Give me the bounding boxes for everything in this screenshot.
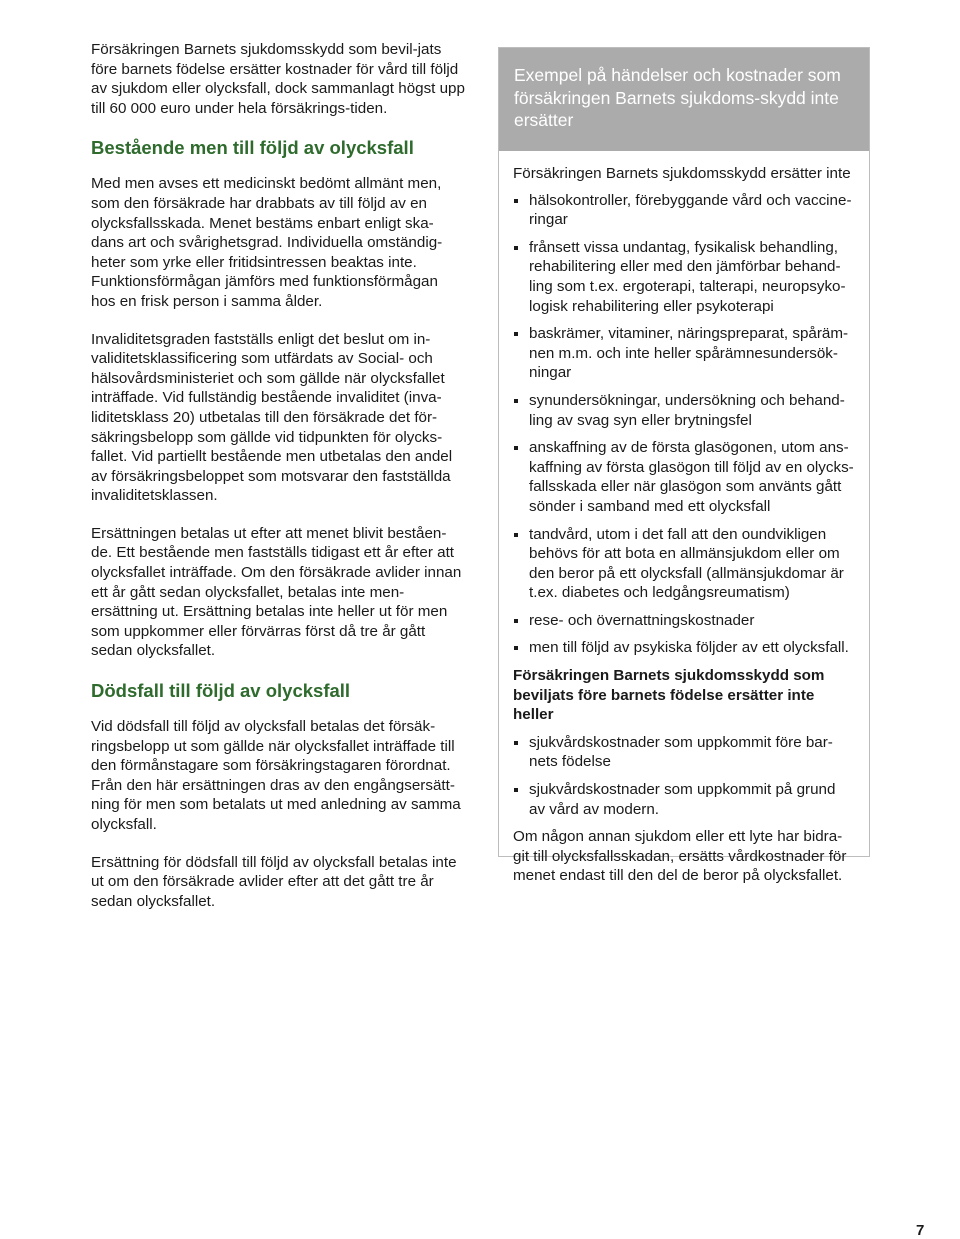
death-paragraph-1: Vid dödsfall till följd av olycksfall betalas det försäk-ringsbelopp ut som gällde när olycksfallet inträffade till den förmånstagare som försäkringstagaren förordnat. Från den här ersättningen dras av den engångsersätt-ning för men som betalats ut med anledning av samma olycksfall. bbox=[91, 718, 461, 833]
permanent-injury-paragraph-3: Ersättningen betalas ut efter att menet blivit beståen-de. Ett bestående men fastställs tidigast ett år efter att olycksfallet inträffade. Om den försäkrade avlider innan ett år gått sedan olycksfallet, betalas inte men-ersättning ut. Ersättning betalas inte heller ut för men som uppkommer eller förvärras först då tre år gått sedan olycksfallet. bbox=[91, 524, 462, 660]
page-number: 7 bbox=[916, 1222, 925, 1239]
death-paragraph-2: Ersättning för dödsfall till följd av olycksfall betalas inte ut om den försäkrade avlider efter att det gått tre år sedan olycksfallet. bbox=[91, 853, 457, 910]
section-title-death: Dödsfall till följd av olycksfall bbox=[91, 680, 351, 702]
sidebar-title: Exempel på händelser och kostnader som försäkringen Barnets sjukdoms-skydd inte ersätter bbox=[499, 48, 869, 151]
list-item: men till följd av psykiska följder av ett olycksfall. bbox=[513, 638, 855, 658]
sidebar-subheading: Försäkringen Barnets sjukdomsskydd som beviljats före barnets födelse ersätter inte heller bbox=[513, 667, 825, 724]
list-item: hälsokontroller, förebyggande vård och vaccine-ringar bbox=[513, 191, 855, 230]
list-item: sjukvårdskostnader som uppkommit före bar-nets födelse bbox=[513, 733, 855, 772]
sidebar-body bbox=[499, 151, 869, 886]
intro-paragraph: Försäkringen Barnets sjukdomsskydd som bevil-jats före barnets födelse ersätter kostnader för vård till följd av sjukdom eller olycksfall, dock sammanlagt högst upp till 60 000 euro under hela försäkrings-tiden. bbox=[91, 41, 465, 117]
list-item: synundersökningar, undersökning och behand-ling av svag syn eller brytningsfel bbox=[513, 391, 855, 430]
list-item: anskaffning av de första glasögonen, utom ans-kaffning av första glasögon till följd av en olycks-fallsskada eller när glasögon som använts gått sönder i samband med ett olycksfall bbox=[513, 438, 855, 516]
list-item: sjukvårdskostnader som uppkommit på grund av vård av modern. bbox=[513, 780, 855, 819]
sidebar-intro: Försäkringen Barnets sjukdomsskydd ersätter inte bbox=[513, 165, 851, 182]
exclusions-sidebar bbox=[498, 47, 870, 885]
list-item: frånsett vissa undantag, fysikalisk behandling, rehabilitering eller med den jämförbar behand-ling som t.ex. ergoterapi, talterapi, neuropsyko-logisk rehabilitering eller psykoterapi bbox=[513, 238, 855, 316]
main-text-column bbox=[91, 40, 466, 929]
list-item: tandvård, utom i det fall att den oundvikligen behövs för att bota en allmänsjukdom eller om den beror på ett olycksfall (allmänsjukdomar är t.ex. diabetes och ledgångsreumatism) bbox=[513, 525, 855, 603]
list-item: rese- och övernattningskostnader bbox=[513, 611, 855, 631]
permanent-injury-paragraph-1: Med men avses ett medicinskt bedömt allmänt men, som den försäkrade har drabbats av till följd av en olycksfallsskada. Menet bestäms enbart enligt ska-dans art och svårighetsgrad. Individuella omständig-heter som yrke eller fritidsintressen beaktas inte. Funktionsförmågan jämförs med funktionsförmågan hos en frisk person i samma ålder. bbox=[91, 175, 443, 310]
section-title-permanent-injury: Bestående men till följd av olycksfall bbox=[91, 137, 414, 159]
permanent-injury-paragraph-2: Invaliditetsgraden fastställs enligt det beslut om in-validitetsklassificering som utfärdats av Social- och hälsovårdsministeriet och som gällde när olycksfallet inträffade. Vid fullständig bestående invaliditet (inva-liditetsklass 20) utbetalas till den försäkrade det för-säkringsbelopp som gällde vid tidpunkten för olycks-fallet. Vid partiellt bestående men utbetalas den andel av försäkringsbeloppet som motsvarar den fastställda invaliditetsklassen. bbox=[91, 330, 453, 505]
prebirth-exclusions-list bbox=[513, 733, 855, 819]
sidebar-closing: Om någon annan sjukdom eller ett lyte har bidra-git till olycksfallsskadan, ersätts vårdkostnader för menet endast till den del de beror på olycksfallet. bbox=[513, 828, 847, 885]
list-item: baskrämer, vitaminer, näringspreparat, spåräm-nen m.m. och inte heller spårämnesundersök-ningar bbox=[513, 324, 855, 383]
exclusions-list bbox=[513, 191, 855, 658]
